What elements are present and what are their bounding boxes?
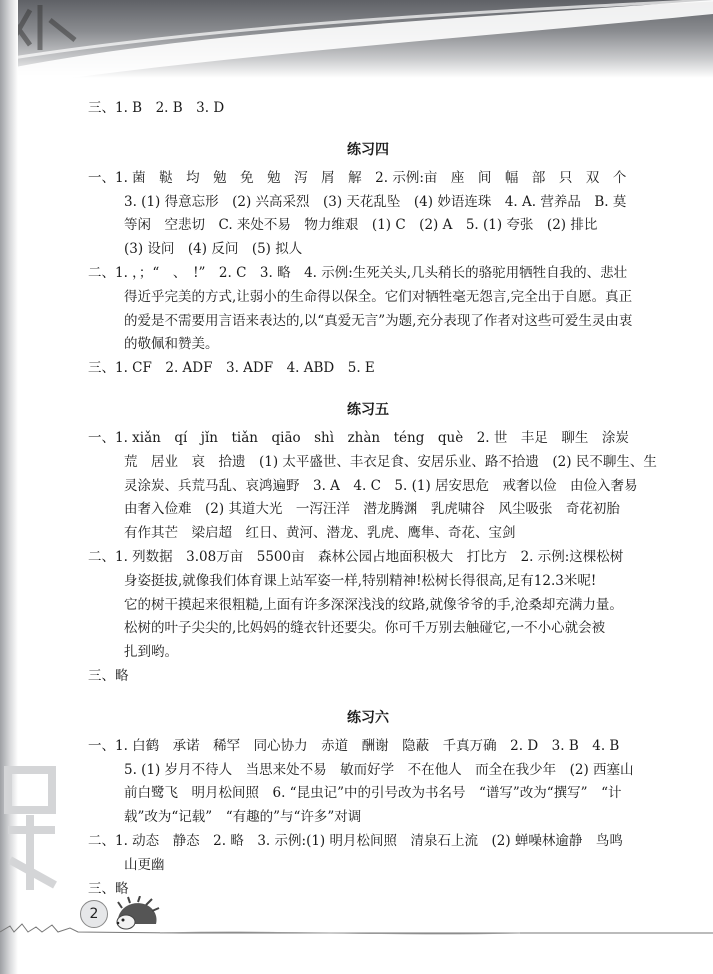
section-title: 练习五	[347, 401, 389, 418]
answer-line: 一、1. xiǎn qí jǐn tiǎn qiāo shì zhàn téng què 2. 世 丰足 聊生 涂炭	[88, 429, 629, 446]
answer-line: 的爱是不需要用言语来表达的,以“真爱无言”为题,充分表现了作者对这些可爱生灵由衷	[124, 312, 633, 329]
page-number: 2	[80, 900, 108, 928]
header-curve	[0, 0, 713, 90]
answer-line: 二、1. 列数据 3.08万亩 5500亩 森林公园占地面积极大 打比方 2. 示例:这棵松树	[88, 548, 624, 565]
section-title: 练习四	[347, 141, 389, 158]
answer-line: 身姿挺拔,就像我们体育课上站军姿一样,特别精神!松树长得很高,足有12.3米呢!	[124, 572, 597, 589]
answer-line: 的敬佩和赞美。	[124, 336, 219, 353]
hedgehog-icon	[112, 896, 160, 932]
watermark-character	[0, 760, 70, 900]
grass-decoration	[0, 918, 713, 942]
section-title: 练习六	[347, 709, 389, 726]
answer-content	[88, 97, 657, 901]
answer-line: 三、略	[88, 667, 129, 684]
answer-line: 三、1. CF 2. ADF 3. ADF 4. ABD 5. E	[88, 360, 375, 377]
answer-line: 一、1. 白鹤 承诺 稀罕 同心协力 赤道 酬谢 隐蔽 千真万确 2. D 3. B 4. B	[88, 737, 620, 754]
answer-line: 由奢入俭难 (2) 其道大光 一泻汪洋 潜龙腾渊 乳虎啸谷 风尘吸张 奇花初胎	[124, 501, 620, 518]
answer-line: 3. (1) 得意忘形 (2) 兴高采烈 (3) 天花乱坠 (4) 妙语连珠 4. A. 营养品 B. 莫	[124, 193, 627, 210]
answer-line: 一、1. 菌 鞑 均 勉 免 勉 泻 屑 解 2. 示例:亩 座 间 幅 部 只 双 个	[88, 169, 627, 186]
answer-line: 二、1. ，；“ 、 !” 2. C 3. 略 4. 示例:生死关头,几头稍长的骆驼用牺牲自我的、悲壮	[88, 264, 628, 281]
answer-line: 有作其芒 梁启超 红日、黄河、潜龙、乳虎、鹰隼、奇花、宝剑	[124, 525, 516, 542]
answer-line: 松树的叶子尖尖的,比妈妈的缝衣针还要尖。你可千万别去触碰它,一不小心就会被	[124, 620, 606, 637]
answer-line: 前白鹭飞 明月松间照 6. “昆虫记”中的引号改为书名号 “谱写”改为“撰写” “计	[124, 785, 622, 802]
answer-line: 扎到哟。	[124, 644, 178, 661]
answer-line: 等闲 空悲切 C. 来处不易 物力维艰 (1) C (2) A 5. (1) 夸张 (2) 排比	[124, 217, 598, 234]
answer-line: 灵涂炭、兵荒马乱、哀鸿遍野 3. A 4. C 5. (1) 居安思危 戒奢以俭 由俭入奢易	[124, 477, 638, 494]
answer-line: 5. (1) 岁月不待人 当思来处不易 敏而好学 不在他人 而全在我少年 (2) 西塞山	[124, 761, 634, 778]
answer-line: 载”改为“记载” “有趣的”与“许多”对调	[124, 809, 362, 826]
answer-line: 三、1. B 2. B 3. D	[88, 100, 225, 116]
answer-line: 三、略	[88, 880, 129, 897]
answer-line: 山更幽	[124, 856, 165, 873]
answer-line: (3) 设问 (4) 反问 (5) 拟人	[124, 241, 303, 258]
answer-line: 它的树干摸起来很粗糙,上面有许多深深浅浅的纹路,就像爷爷的手,沧桑却充满力量。	[124, 596, 623, 613]
answer-line: 荒 居业 哀 拾遗 (1) 太平盛世、丰衣足食、安居乐业、路不拾遗 (2) 民不聊生、生	[124, 453, 657, 470]
answer-line: 得近乎完美的方式,让弱小的生命得以保全。它们对牺牲毫无怨言,完全出于自愿。真正	[124, 288, 633, 305]
answer-line: 二、1. 动态 静态 2. 略 3. 示例:(1) 明月松间照 清泉石上流 (2) 蝉噪林逾静 鸟鸣	[88, 832, 623, 849]
